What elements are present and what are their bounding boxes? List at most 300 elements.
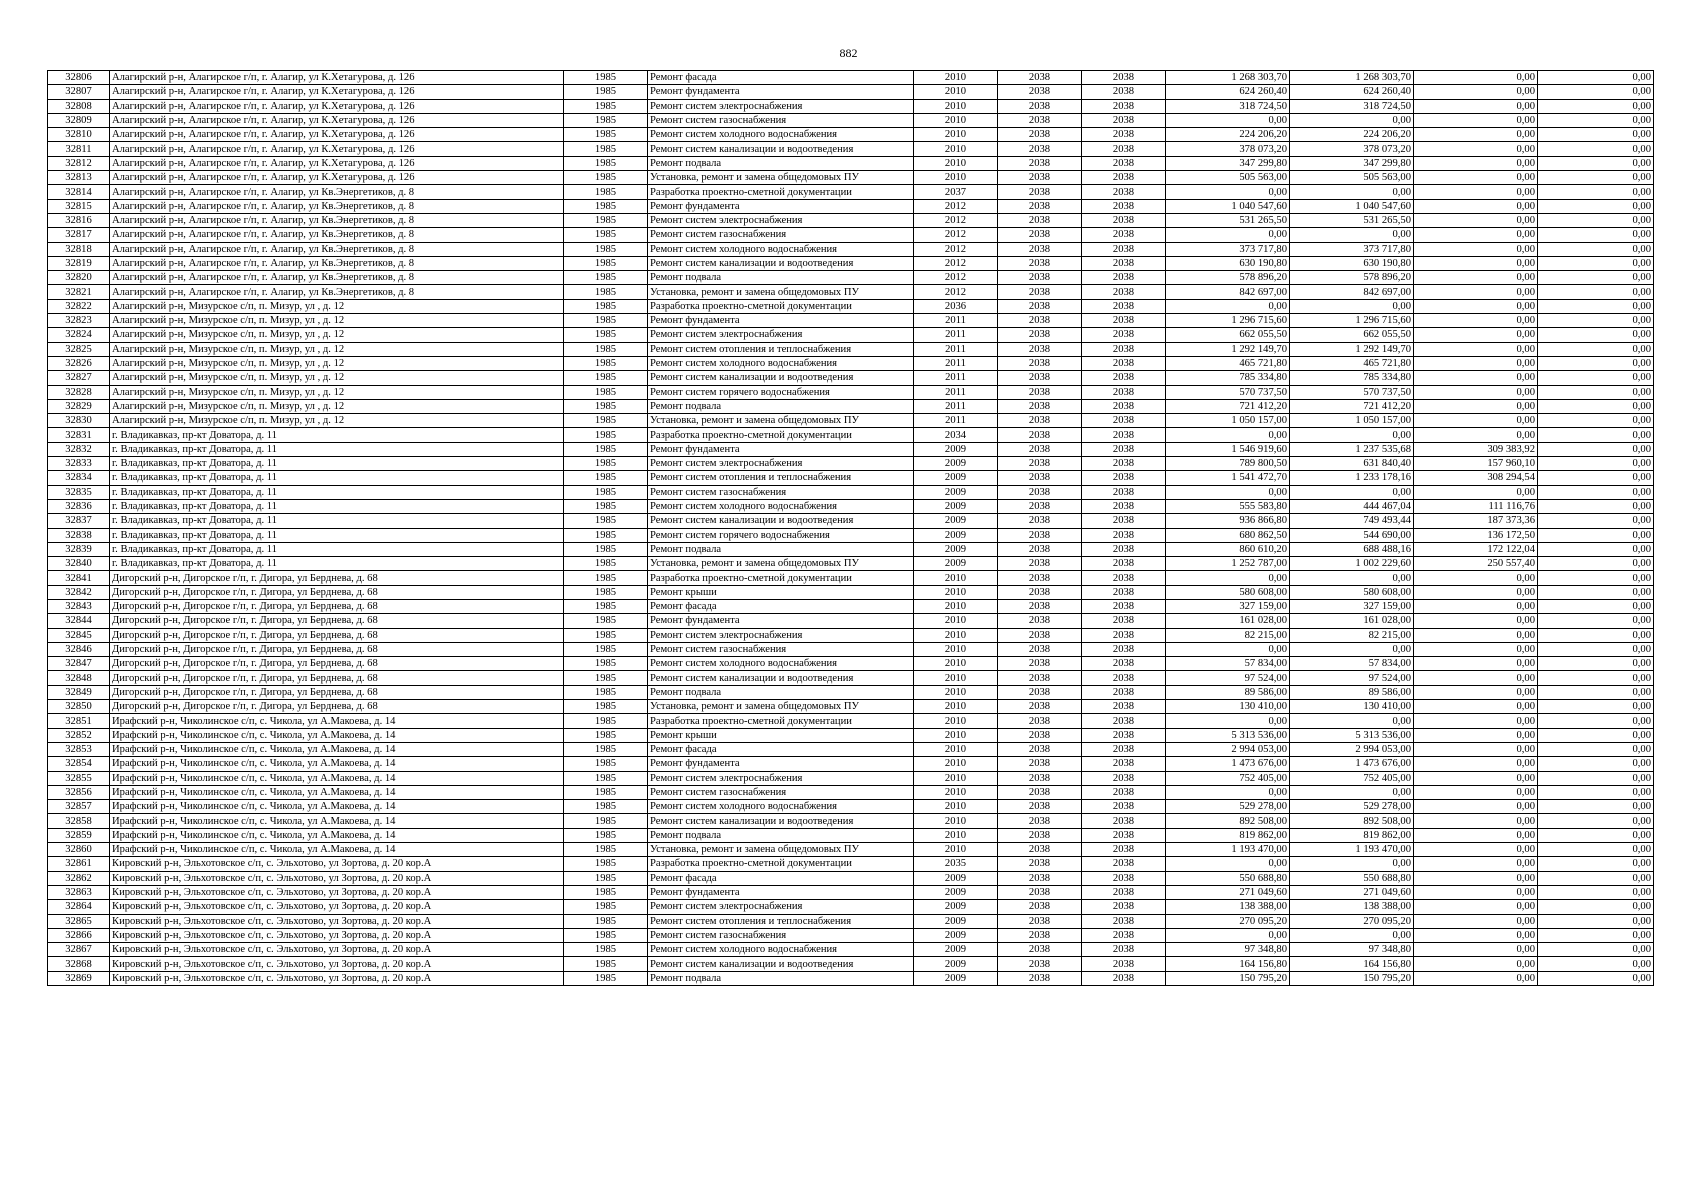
cell-work-type: Ремонт систем отопления и теплоснабжения (648, 471, 914, 485)
cell-fund-cost: 0,00 (1290, 299, 1414, 313)
cell-fund-cost: 150 795,20 (1290, 971, 1414, 985)
cell-owner-cost: 0,00 (1538, 728, 1654, 742)
cell-address: Дигорский р-н, Дигорское г/п, г. Дигора, ул Берднева, д. 68 (110, 599, 564, 613)
cell-row-id: 32812 (48, 156, 110, 170)
cell-fund-cost: 1 193 470,00 (1290, 843, 1414, 857)
cell-address: Ирафский р-н, Чиколинское с/п, с. Чикола, ул А.Макоева, д. 14 (110, 843, 564, 857)
cell-budget-cost: 0,00 (1414, 628, 1538, 642)
cell-plan-year: 2012 (914, 199, 998, 213)
cell-plan-year: 2009 (914, 499, 998, 513)
cell-budget-cost: 172 122,04 (1414, 542, 1538, 556)
cell-total-cost: 347 299,80 (1166, 156, 1290, 170)
table-row (48, 771, 1654, 785)
cell-row-id: 32841 (48, 571, 110, 585)
table-row (48, 685, 1654, 699)
cell-build-year: 1985 (564, 171, 648, 185)
cell-start-year: 2038 (998, 900, 1082, 914)
cell-budget-cost: 0,00 (1414, 914, 1538, 928)
cell-work-type: Ремонт систем электроснабжения (648, 771, 914, 785)
cell-end-year: 2038 (1082, 871, 1166, 885)
cell-build-year: 1985 (564, 71, 648, 85)
cell-plan-year: 2009 (914, 557, 998, 571)
cell-start-year: 2038 (998, 685, 1082, 699)
cell-end-year: 2038 (1082, 557, 1166, 571)
cell-plan-year: 2011 (914, 314, 998, 328)
cell-owner-cost: 0,00 (1538, 414, 1654, 428)
cell-address: г. Владикавказ, пр-кт Доватора, д. 11 (110, 514, 564, 528)
cell-end-year: 2038 (1082, 828, 1166, 842)
cell-fund-cost: 0,00 (1290, 642, 1414, 656)
cell-work-type: Ремонт систем холодного водоснабжения (648, 128, 914, 142)
table-row (48, 428, 1654, 442)
cell-total-cost: 842 697,00 (1166, 285, 1290, 299)
cell-owner-cost: 0,00 (1538, 914, 1654, 928)
cell-fund-cost: 630 190,80 (1290, 256, 1414, 270)
cell-start-year: 2038 (998, 542, 1082, 556)
cell-owner-cost: 0,00 (1538, 800, 1654, 814)
cell-plan-year: 2009 (914, 471, 998, 485)
cell-budget-cost: 0,00 (1414, 328, 1538, 342)
cell-build-year: 1985 (564, 142, 648, 156)
cell-budget-cost: 0,00 (1414, 885, 1538, 899)
cell-build-year: 1985 (564, 356, 648, 370)
cell-plan-year: 2010 (914, 614, 998, 628)
cell-address: Алагирский р-н, Мизурское с/п, п. Мизур, ул , д. 12 (110, 414, 564, 428)
cell-work-type: Ремонт систем горячего водоснабжения (648, 385, 914, 399)
table-row (48, 356, 1654, 370)
cell-address: Дигорский р-н, Дигорское г/п, г. Дигора, ул Берднева, д. 68 (110, 700, 564, 714)
cell-row-id: 32851 (48, 714, 110, 728)
cell-budget-cost: 0,00 (1414, 871, 1538, 885)
cell-fund-cost: 570 737,50 (1290, 385, 1414, 399)
cell-budget-cost: 0,00 (1414, 314, 1538, 328)
cell-budget-cost: 0,00 (1414, 428, 1538, 442)
table-row (48, 256, 1654, 270)
cell-work-type: Ремонт фундамента (648, 199, 914, 213)
cell-work-type: Ремонт подвала (648, 828, 914, 842)
cell-plan-year: 2010 (914, 113, 998, 127)
cell-row-id: 32863 (48, 885, 110, 899)
cell-owner-cost: 0,00 (1538, 557, 1654, 571)
cell-total-cost: 0,00 (1166, 857, 1290, 871)
cell-owner-cost: 0,00 (1538, 85, 1654, 99)
cell-fund-cost: 631 840,40 (1290, 457, 1414, 471)
cell-owner-cost: 0,00 (1538, 442, 1654, 456)
cell-start-year: 2038 (998, 871, 1082, 885)
cell-row-id: 32867 (48, 943, 110, 957)
cell-row-id: 32866 (48, 928, 110, 942)
repair-schedule-table (47, 70, 1654, 986)
cell-total-cost: 2 994 053,00 (1166, 742, 1290, 756)
cell-plan-year: 2010 (914, 671, 998, 685)
cell-budget-cost: 0,00 (1414, 757, 1538, 771)
cell-fund-cost: 1 002 229,60 (1290, 557, 1414, 571)
cell-row-id: 32856 (48, 785, 110, 799)
table-row (48, 928, 1654, 942)
table-row (48, 599, 1654, 613)
cell-plan-year: 2010 (914, 85, 998, 99)
cell-address: г. Владикавказ, пр-кт Доватора, д. 11 (110, 499, 564, 513)
cell-build-year: 1985 (564, 385, 648, 399)
cell-budget-cost: 0,00 (1414, 814, 1538, 828)
table-row (48, 785, 1654, 799)
cell-owner-cost: 0,00 (1538, 671, 1654, 685)
cell-row-id: 32825 (48, 342, 110, 356)
cell-build-year: 1985 (564, 828, 648, 842)
cell-plan-year: 2010 (914, 156, 998, 170)
cell-total-cost: 97 524,00 (1166, 671, 1290, 685)
cell-row-id: 32865 (48, 914, 110, 928)
cell-work-type: Ремонт систем канализации и водоотведения (648, 814, 914, 828)
cell-end-year: 2038 (1082, 442, 1166, 456)
cell-address: г. Владикавказ, пр-кт Доватора, д. 11 (110, 442, 564, 456)
cell-budget-cost: 0,00 (1414, 785, 1538, 799)
cell-address: Дигорский р-н, Дигорское г/п, г. Дигора, ул Берднева, д. 68 (110, 642, 564, 656)
cell-address: Кировский р-н, Эльхотовское с/п, с. Эльхотово, ул Зортова, д. 20 кор.А (110, 943, 564, 957)
cell-start-year: 2038 (998, 642, 1082, 656)
cell-fund-cost: 580 608,00 (1290, 585, 1414, 599)
cell-work-type: Ремонт фасада (648, 599, 914, 613)
table-row (48, 714, 1654, 728)
cell-plan-year: 2010 (914, 128, 998, 142)
cell-total-cost: 1 473 676,00 (1166, 757, 1290, 771)
cell-fund-cost: 0,00 (1290, 928, 1414, 942)
cell-total-cost: 5 313 536,00 (1166, 728, 1290, 742)
cell-owner-cost: 0,00 (1538, 742, 1654, 756)
cell-owner-cost: 0,00 (1538, 757, 1654, 771)
page-number: 882 (839, 46, 858, 60)
cell-end-year: 2038 (1082, 414, 1166, 428)
cell-plan-year: 2010 (914, 785, 998, 799)
cell-row-id: 32838 (48, 528, 110, 542)
cell-row-id: 32842 (48, 585, 110, 599)
table-row (48, 871, 1654, 885)
cell-row-id: 32819 (48, 256, 110, 270)
cell-owner-cost: 0,00 (1538, 900, 1654, 914)
cell-total-cost: 1 268 303,70 (1166, 71, 1290, 85)
cell-work-type: Ремонт фасада (648, 742, 914, 756)
cell-address: Алагирский р-н, Алагирское г/п, г. Алагир, ул Кв.Энергетиков, д. 8 (110, 256, 564, 270)
cell-end-year: 2038 (1082, 71, 1166, 85)
cell-row-id: 32855 (48, 771, 110, 785)
table-row (48, 943, 1654, 957)
cell-fund-cost: 270 095,20 (1290, 914, 1414, 928)
cell-plan-year: 2009 (914, 914, 998, 928)
cell-address: Дигорский р-н, Дигорское г/п, г. Дигора, ул Берднева, д. 68 (110, 614, 564, 628)
cell-work-type: Ремонт подвала (648, 399, 914, 413)
cell-plan-year: 2010 (914, 71, 998, 85)
table-row (48, 414, 1654, 428)
cell-start-year: 2038 (998, 113, 1082, 127)
cell-budget-cost: 0,00 (1414, 128, 1538, 142)
cell-end-year: 2038 (1082, 714, 1166, 728)
cell-row-id: 32818 (48, 242, 110, 256)
cell-end-year: 2038 (1082, 314, 1166, 328)
cell-build-year: 1985 (564, 728, 648, 742)
cell-total-cost: 89 586,00 (1166, 685, 1290, 699)
cell-budget-cost: 0,00 (1414, 99, 1538, 113)
cell-start-year: 2038 (998, 628, 1082, 642)
cell-plan-year: 2009 (914, 542, 998, 556)
table-row (48, 399, 1654, 413)
cell-row-id: 32815 (48, 199, 110, 213)
cell-work-type: Ремонт подвала (648, 542, 914, 556)
cell-work-type: Установка, ремонт и замена общедомовых ПУ (648, 843, 914, 857)
cell-build-year: 1985 (564, 614, 648, 628)
cell-total-cost: 164 156,80 (1166, 957, 1290, 971)
cell-owner-cost: 0,00 (1538, 957, 1654, 971)
cell-total-cost: 271 049,60 (1166, 885, 1290, 899)
cell-end-year: 2038 (1082, 528, 1166, 542)
cell-end-year: 2038 (1082, 499, 1166, 513)
cell-total-cost: 1 050 157,00 (1166, 414, 1290, 428)
cell-build-year: 1985 (564, 843, 648, 857)
cell-address: Алагирский р-н, Алагирское г/п, г. Алагир, ул Кв.Энергетиков, д. 8 (110, 199, 564, 213)
cell-budget-cost: 0,00 (1414, 771, 1538, 785)
cell-budget-cost: 0,00 (1414, 156, 1538, 170)
cell-start-year: 2038 (998, 371, 1082, 385)
cell-owner-cost: 0,00 (1538, 371, 1654, 385)
cell-work-type: Ремонт фасада (648, 71, 914, 85)
cell-start-year: 2038 (998, 971, 1082, 985)
cell-total-cost: 82 215,00 (1166, 628, 1290, 642)
cell-work-type: Установка, ремонт и замена общедомовых ПУ (648, 414, 914, 428)
cell-work-type: Ремонт фундамента (648, 85, 914, 99)
cell-plan-year: 2010 (914, 771, 998, 785)
cell-end-year: 2038 (1082, 628, 1166, 642)
cell-end-year: 2038 (1082, 928, 1166, 942)
cell-owner-cost: 0,00 (1538, 828, 1654, 842)
cell-end-year: 2038 (1082, 657, 1166, 671)
cell-plan-year: 2010 (914, 714, 998, 728)
cell-budget-cost: 0,00 (1414, 199, 1538, 213)
table-row (48, 142, 1654, 156)
cell-build-year: 1985 (564, 199, 648, 213)
cell-budget-cost: 0,00 (1414, 728, 1538, 742)
cell-start-year: 2038 (998, 771, 1082, 785)
cell-address: Кировский р-н, Эльхотовское с/п, с. Эльхотово, ул Зортова, д. 20 кор.А (110, 885, 564, 899)
cell-row-id: 32868 (48, 957, 110, 971)
table-row (48, 585, 1654, 599)
cell-total-cost: 936 866,80 (1166, 514, 1290, 528)
cell-build-year: 1985 (564, 642, 648, 656)
cell-build-year: 1985 (564, 900, 648, 914)
cell-budget-cost: 0,00 (1414, 742, 1538, 756)
cell-plan-year: 2009 (914, 928, 998, 942)
cell-work-type: Ремонт систем газоснабжения (648, 228, 914, 242)
cell-work-type: Разработка проектно-сметной документации (648, 428, 914, 442)
cell-address: Алагирский р-н, Алагирское г/п, г. Алагир, ул Кв.Энергетиков, д. 8 (110, 228, 564, 242)
cell-address: Кировский р-н, Эльхотовское с/п, с. Эльхотово, ул Зортова, д. 20 кор.А (110, 914, 564, 928)
cell-row-id: 32807 (48, 85, 110, 99)
cell-row-id: 32831 (48, 428, 110, 442)
cell-row-id: 32826 (48, 356, 110, 370)
cell-start-year: 2038 (998, 843, 1082, 857)
cell-end-year: 2038 (1082, 228, 1166, 242)
cell-build-year: 1985 (564, 814, 648, 828)
cell-plan-year: 2009 (914, 943, 998, 957)
cell-row-id: 32844 (48, 614, 110, 628)
cell-total-cost: 373 717,80 (1166, 242, 1290, 256)
cell-total-cost: 130 410,00 (1166, 700, 1290, 714)
table-row (48, 213, 1654, 227)
cell-address: Алагирский р-н, Мизурское с/п, п. Мизур, ул , д. 12 (110, 299, 564, 313)
cell-end-year: 2038 (1082, 356, 1166, 370)
cell-plan-year: 2037 (914, 185, 998, 199)
cell-budget-cost: 0,00 (1414, 671, 1538, 685)
cell-work-type: Ремонт подвала (648, 156, 914, 170)
cell-owner-cost: 0,00 (1538, 185, 1654, 199)
cell-work-type: Ремонт систем отопления и теплоснабжения (648, 342, 914, 356)
cell-build-year: 1985 (564, 256, 648, 270)
cell-start-year: 2038 (998, 314, 1082, 328)
table-row (48, 514, 1654, 528)
cell-owner-cost: 0,00 (1538, 599, 1654, 613)
cell-plan-year: 2010 (914, 171, 998, 185)
cell-end-year: 2038 (1082, 757, 1166, 771)
cell-owner-cost: 0,00 (1538, 943, 1654, 957)
cell-row-id: 32814 (48, 185, 110, 199)
table-row (48, 757, 1654, 771)
cell-end-year: 2038 (1082, 371, 1166, 385)
cell-fund-cost: 505 563,00 (1290, 171, 1414, 185)
cell-total-cost: 465 721,80 (1166, 356, 1290, 370)
cell-owner-cost: 0,00 (1538, 356, 1654, 370)
table-row (48, 113, 1654, 127)
cell-work-type: Ремонт фундамента (648, 314, 914, 328)
cell-end-year: 2038 (1082, 342, 1166, 356)
cell-build-year: 1985 (564, 557, 648, 571)
cell-owner-cost: 0,00 (1538, 314, 1654, 328)
table-row (48, 299, 1654, 313)
cell-fund-cost: 1 296 715,60 (1290, 314, 1414, 328)
cell-end-year: 2038 (1082, 299, 1166, 313)
cell-total-cost: 505 563,00 (1166, 171, 1290, 185)
cell-budget-cost: 0,00 (1414, 614, 1538, 628)
cell-budget-cost: 0,00 (1414, 843, 1538, 857)
cell-work-type: Установка, ремонт и замена общедомовых ПУ (648, 285, 914, 299)
cell-total-cost: 97 348,80 (1166, 943, 1290, 957)
cell-plan-year: 2010 (914, 728, 998, 742)
cell-plan-year: 2009 (914, 457, 998, 471)
cell-start-year: 2038 (998, 342, 1082, 356)
cell-row-id: 32813 (48, 171, 110, 185)
cell-address: Кировский р-н, Эльхотовское с/п, с. Эльхотово, ул Зортова, д. 20 кор.А (110, 971, 564, 985)
cell-end-year: 2038 (1082, 485, 1166, 499)
cell-fund-cost: 529 278,00 (1290, 800, 1414, 814)
cell-work-type: Ремонт систем газоснабжения (648, 642, 914, 656)
table-row (48, 342, 1654, 356)
cell-fund-cost: 1 233 178,16 (1290, 471, 1414, 485)
cell-total-cost: 0,00 (1166, 714, 1290, 728)
cell-work-type: Разработка проектно-сметной документации (648, 299, 914, 313)
cell-plan-year: 2009 (914, 957, 998, 971)
cell-start-year: 2038 (998, 99, 1082, 113)
cell-end-year: 2038 (1082, 614, 1166, 628)
cell-total-cost: 624 260,40 (1166, 85, 1290, 99)
cell-fund-cost: 97 348,80 (1290, 943, 1414, 957)
cell-owner-cost: 0,00 (1538, 385, 1654, 399)
cell-start-year: 2038 (998, 943, 1082, 957)
cell-address: Ирафский р-н, Чиколинское с/п, с. Чикола, ул А.Макоева, д. 14 (110, 814, 564, 828)
cell-build-year: 1985 (564, 771, 648, 785)
cell-end-year: 2038 (1082, 900, 1166, 914)
cell-start-year: 2038 (998, 156, 1082, 170)
table-row (48, 828, 1654, 842)
cell-start-year: 2038 (998, 142, 1082, 156)
cell-row-id: 32823 (48, 314, 110, 328)
cell-plan-year: 2010 (914, 685, 998, 699)
cell-plan-year: 2011 (914, 399, 998, 413)
cell-plan-year: 2011 (914, 328, 998, 342)
cell-start-year: 2038 (998, 442, 1082, 456)
cell-start-year: 2038 (998, 428, 1082, 442)
cell-address: г. Владикавказ, пр-кт Доватора, д. 11 (110, 542, 564, 556)
cell-row-id: 32809 (48, 113, 110, 127)
table-row (48, 700, 1654, 714)
cell-plan-year: 2034 (914, 428, 998, 442)
cell-owner-cost: 0,00 (1538, 113, 1654, 127)
cell-build-year: 1985 (564, 700, 648, 714)
cell-start-year: 2038 (998, 785, 1082, 799)
cell-build-year: 1985 (564, 228, 648, 242)
cell-start-year: 2038 (998, 728, 1082, 742)
cell-budget-cost: 111 116,76 (1414, 499, 1538, 513)
table-row (48, 885, 1654, 899)
cell-fund-cost: 224 206,20 (1290, 128, 1414, 142)
cell-plan-year: 2012 (914, 285, 998, 299)
cell-end-year: 2038 (1082, 113, 1166, 127)
cell-budget-cost: 0,00 (1414, 213, 1538, 227)
cell-total-cost: 0,00 (1166, 785, 1290, 799)
cell-work-type: Ремонт систем горячего водоснабжения (648, 528, 914, 542)
cell-owner-cost: 0,00 (1538, 485, 1654, 499)
table-row (48, 485, 1654, 499)
cell-fund-cost: 2 994 053,00 (1290, 742, 1414, 756)
cell-owner-cost: 0,00 (1538, 428, 1654, 442)
cell-fund-cost: 662 055,50 (1290, 328, 1414, 342)
cell-end-year: 2038 (1082, 199, 1166, 213)
cell-fund-cost: 819 862,00 (1290, 828, 1414, 842)
cell-build-year: 1985 (564, 657, 648, 671)
cell-row-id: 32840 (48, 557, 110, 571)
cell-total-cost: 224 206,20 (1166, 128, 1290, 142)
cell-build-year: 1985 (564, 571, 648, 585)
cell-row-id: 32837 (48, 514, 110, 528)
cell-plan-year: 2009 (914, 442, 998, 456)
cell-end-year: 2038 (1082, 800, 1166, 814)
cell-end-year: 2038 (1082, 685, 1166, 699)
cell-budget-cost: 0,00 (1414, 943, 1538, 957)
cell-work-type: Ремонт систем канализации и водоотведения (648, 371, 914, 385)
cell-total-cost: 1 193 470,00 (1166, 843, 1290, 857)
table-row (48, 557, 1654, 571)
cell-start-year: 2038 (998, 885, 1082, 899)
cell-start-year: 2038 (998, 457, 1082, 471)
cell-end-year: 2038 (1082, 285, 1166, 299)
cell-build-year: 1985 (564, 514, 648, 528)
cell-address: Кировский р-н, Эльхотовское с/п, с. Эльхотово, ул Зортова, д. 20 кор.А (110, 957, 564, 971)
cell-owner-cost: 0,00 (1538, 614, 1654, 628)
cell-plan-year: 2012 (914, 228, 998, 242)
cell-fund-cost: 749 493,44 (1290, 514, 1414, 528)
cell-start-year: 2038 (998, 256, 1082, 270)
cell-plan-year: 2035 (914, 857, 998, 871)
cell-work-type: Ремонт подвала (648, 971, 914, 985)
cell-plan-year: 2036 (914, 299, 998, 313)
cell-fund-cost: 57 834,00 (1290, 657, 1414, 671)
cell-plan-year: 2012 (914, 271, 998, 285)
